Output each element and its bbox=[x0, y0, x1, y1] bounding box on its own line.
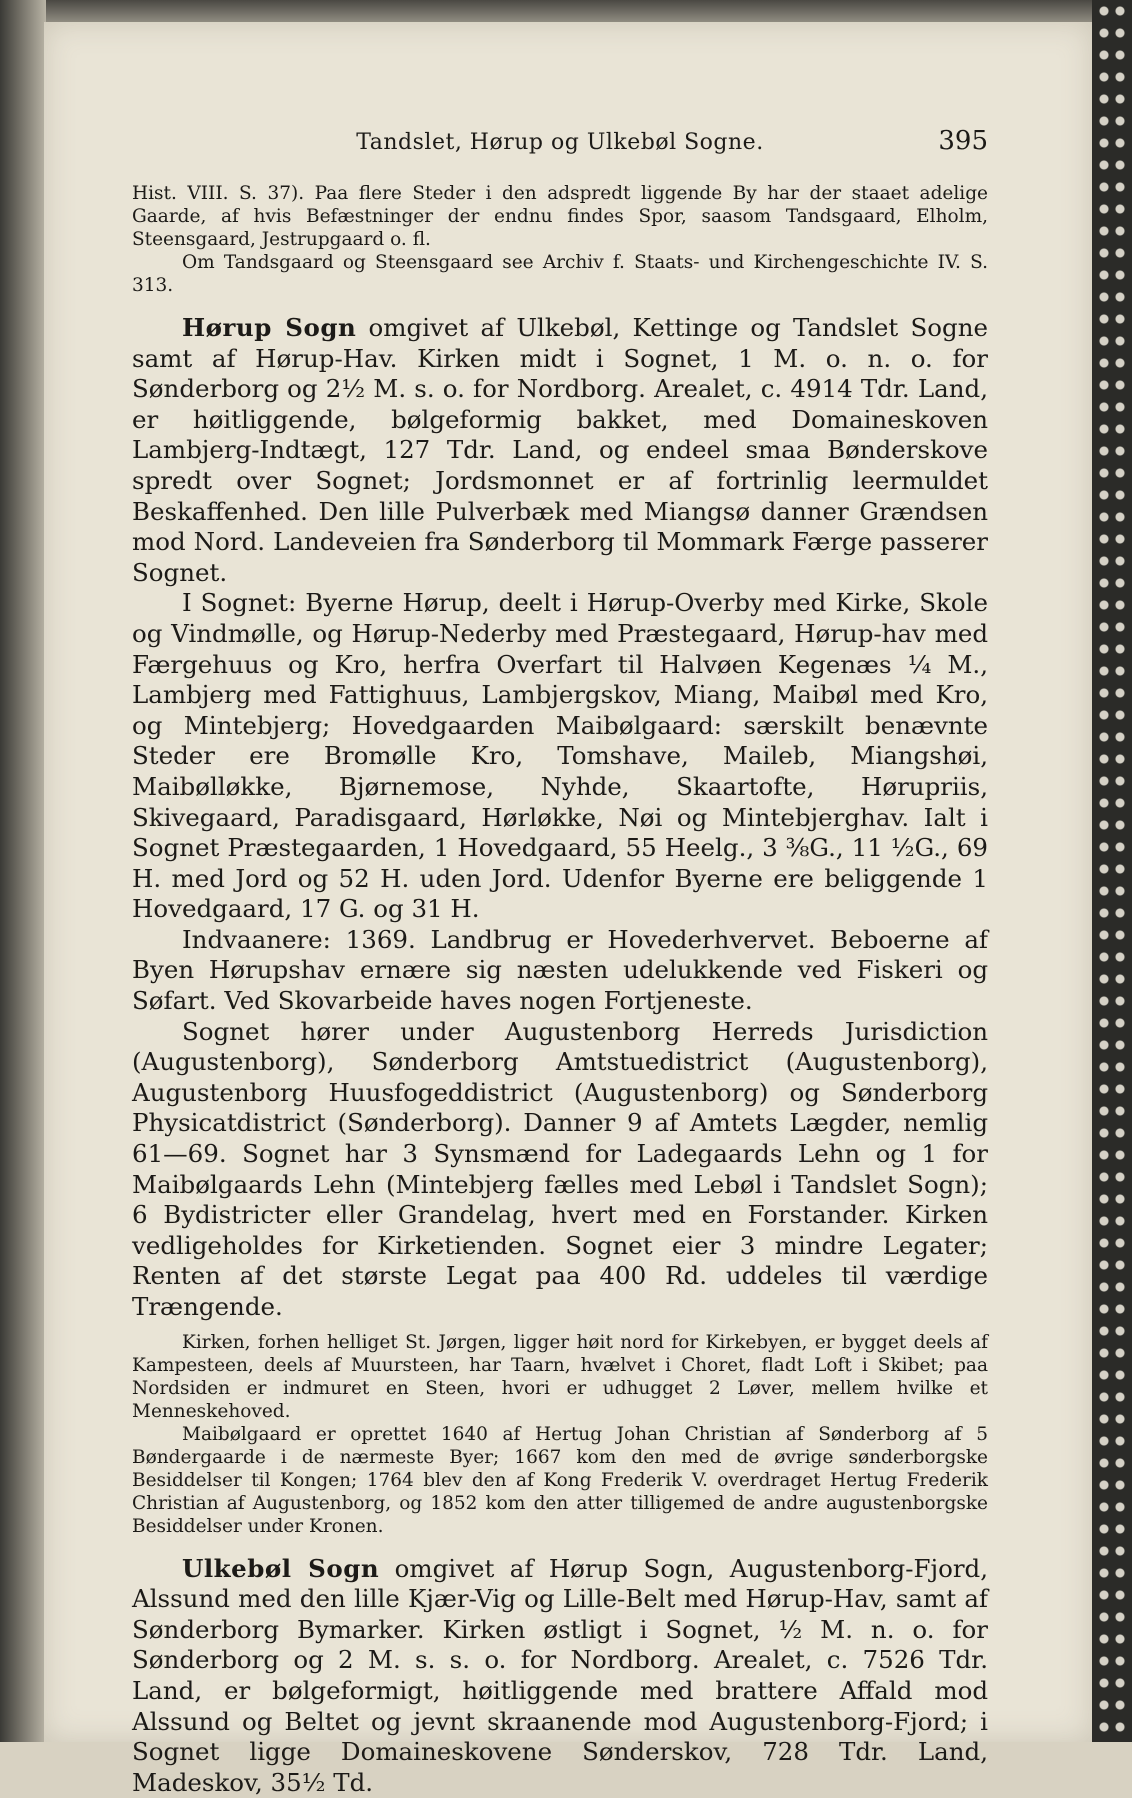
horup-intro-paragraph bbox=[132, 313, 988, 588]
horup-intro-text: omgivet af Ulkebøl, Kettinge og Tandslet Sogne samt af Hørup-Hav. Kirken midt i Sognet, 1 M. o. n. o. for Sønderborg og 2½ M. s. o. for Nordborg. Arealet, c. 4914 Tdr. Land, er høitliggende, bølgeformig bakket, med Domaineskoven Lambjerg-Indtægt, 127 Tdr. Land, og endeel smaa Bønderskove spredt over Sognet; Jordsmonnet er af fortrinlig leermuldet Beskaffenhed. Den lille Pulverbæk med Miangsø danner Grændsen mod Nord. Landeveien fra Sønderborg til Mommark Færge passerer Sognet. bbox=[132, 313, 988, 587]
maibolgaard-note: Maibølgaard er oprettet 1640 af Hertug Johan Christian af Sønderborg af 5 Bøndergaarde i de nærmeste Byer; 1667 kom den med de øvrige sønderborgske Besiddelser til Kongen; 1764 blev den af Kong Frederik V. overdraget Hertug Frederik Christian af Augustenborg, og 1852 kom den atter tilligemed de andre augustenborgske Besiddelser under Kronen. bbox=[132, 1423, 988, 1537]
strip-pattern bbox=[1096, 0, 1128, 1742]
ulkebol-intro-text: omgivet af Hørup Sogn, Augustenborg-Fjord, Alssund med den lille Kjær-Vig og Lille-Belt med Hørup-Hav, samt af Sønderborg Bymarker. Kirken østligt i Sognet, ½ M. n. o. for Sønderborg og 2 M. s. s. o. for Nordborg. Arealet, c. 7526 Tdr. Land, er bølgeformigt, høitliggende med brattere Affald mod Alssund og Beltet og jevnt skraanende mod Augustenborg-Fjord; i Sognet ligge Domaineskovene Sønderskov, 728 Tdr. Land, Madeskov, 35½ Td. bbox=[132, 1553, 989, 1797]
footnote-archive: Om Tandsgaard og Steensgaard see Archiv f. Staats- und Kirchengeschichte IV. S. 313. bbox=[132, 252, 988, 296]
footnote-continued: Hist. VIII. S. 37). Paa flere Steder i den adspredt liggende By har der staaet adelige Gaarde, af hvis Befæstninger der endnu findes Spor, saasom Tandsgaard, Elholm, Steensgaard, Jestrupgaard o. fl. bbox=[132, 183, 988, 250]
book-binding-edge bbox=[0, 0, 46, 1742]
running-title: Tandslet, Hørup og Ulkebøl Sogne. bbox=[356, 130, 764, 155]
horup-villages-paragraph: I Sognet: Byerne Hørup, deelt i Hørup-Overby med Kirke, Skole og Vindmølle, og Hørup-Nederby med Præstegaard, Hørup-hav med Færgehuus og Kro, herfra Overfart til Halvøen Kegenæs ¼ M., Lambjerg med Fattighuus, Lambjergskov, Miang, Maibøl med Kro, og Mintebjerg; Hovedgaarden Maibølgaard: særskilt benævnte Steder ere Bromølle Kro, Tomshave, Maileb, Miangshøi, Maibølløkke, Bjørnemose, Nyhde, Skaartofte, Hørupriis, Skivegaard, Paradisgaard, Hørløkke, Nøi og Mintebjerghav. Ialt i Sognet Præstegaarden, 1 Hovedgaard, 55 Heelg., 3 ⅜G., 11 ½G., 69 H. med Jord og 52 H. uden Jord. Udenfor Byerne ere beliggende 1 Hovedgaard, 17 G. og 31 H. bbox=[132, 588, 988, 924]
horup-church-note: Kirken, forhen helliget St. Jørgen, ligger høit nord for Kirkebyen, er bygget deels af Kampesteen, deels af Muursteen, har Taarn, hvælvet i Choret, fladt Loft i Skibet; paa Nordsiden er indmuret en Steen, hvori er udhugget 2 Løver, mellem hvilke et Menneskehoved. bbox=[132, 1331, 988, 1422]
ulkebol-section-title: Ulkebøl Sogn bbox=[182, 1553, 380, 1583]
page-number: 395 bbox=[938, 126, 988, 156]
color-calibration-strip bbox=[1092, 0, 1132, 1742]
page-header bbox=[132, 120, 988, 164]
horup-section-title: Hørup Sogn bbox=[182, 313, 357, 342]
horup-population-paragraph: Indvaanere: 1369. Landbrug er Hovederhvervet. Beboerne af Byen Hørupshav ernære sig næsten udelukkende ved Fiskeri og Søfart. Ved Skovarbeide haves nogen Fortjeneste. bbox=[132, 924, 988, 1016]
ulkebol-intro-paragraph bbox=[132, 1554, 988, 1798]
horup-jurisdiction-paragraph: Sognet hører under Augustenborg Herreds Jurisdiction (Augustenborg), Sønderborg Amtstuedistrict (Augustenborg), Augustenborg Huusfogeddistrict (Augustenborg) og Sønderborg Physicatdistrict (Sønderborg). Danner 9 af Amtets Lægder, nemlig 61—69. Sognet har 3 Synsmænd for Ladegaards Lehn og 1 for Maibølgaards Lehn (Mintebjerg fælles med Lebøl i Tandslet Sogn); 6 Bydistricter eller Grandelag, hvert med en Forstander. Kirken vedligeholdes for Kirketienden. Sognet eier 3 mindre Legater; Renten af det største Legat paa 400 Rd. uddeles til værdige Trængende. bbox=[132, 1016, 988, 1321]
page-content bbox=[132, 120, 988, 1798]
